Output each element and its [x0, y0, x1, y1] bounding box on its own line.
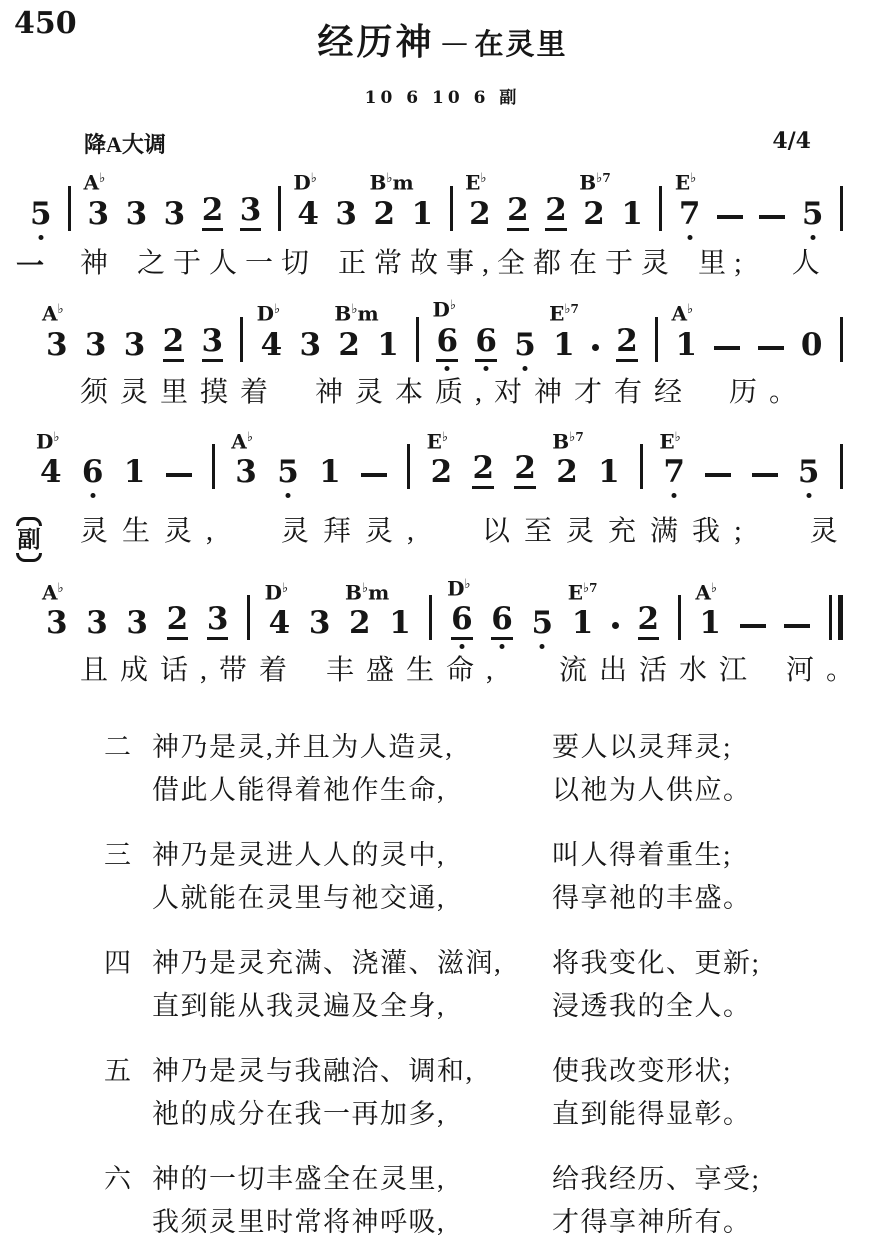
note-digit: 3: [46, 605, 68, 642]
octave-dot: [806, 493, 811, 498]
key-time-row: [84, 128, 811, 159]
verse-right: 给我经历、享受;: [552, 1163, 761, 1194]
verse-right: 浸透我的全人。: [552, 990, 752, 1021]
verse-left: 祂的成分在我一再加多,: [152, 1098, 446, 1129]
verse-right: 直到能得显彰。: [552, 1098, 752, 1129]
music-line: [0, 570, 885, 649]
note: [549, 301, 579, 363]
note: [531, 606, 553, 640]
note-digit: 3: [202, 324, 224, 362]
note: [277, 455, 299, 489]
hymn-subtitle: 在灵里: [474, 29, 568, 61]
note-digit: 1: [377, 326, 399, 363]
verse-mark: 一: [16, 251, 45, 282]
note: [598, 455, 620, 489]
note: [124, 455, 146, 489]
note: [86, 606, 108, 640]
note: [545, 193, 567, 231]
verse-number: 四: [104, 947, 131, 978]
note-digit: 3: [87, 195, 110, 232]
verse-line: [152, 834, 885, 877]
verse-line: [152, 726, 885, 769]
octave-dot: [90, 493, 95, 498]
octave-dot: [540, 644, 545, 649]
octave-dot: [523, 366, 528, 371]
barline: [655, 317, 658, 362]
dash-note: [705, 473, 731, 477]
barline: [659, 186, 662, 231]
note: [334, 301, 379, 363]
octave-dot: [687, 235, 692, 240]
note: [256, 301, 283, 363]
verse: [104, 942, 885, 1028]
verse: [104, 1158, 885, 1244]
note-digit: 4: [268, 605, 291, 642]
note: [231, 429, 257, 491]
note: [389, 606, 411, 640]
note: [412, 197, 434, 231]
dash-note: [361, 473, 387, 477]
chord-label: E♭: [659, 429, 681, 454]
note: [335, 197, 357, 231]
note-digit: 5: [797, 454, 820, 491]
verse-left: 我须灵里时常将神呼吸,: [152, 1206, 446, 1237]
note-digit: 2: [472, 451, 494, 489]
chord-label: A♭: [695, 580, 718, 605]
barline: [278, 186, 281, 231]
note: [377, 328, 399, 362]
note-digit: 2: [638, 602, 660, 640]
chord-label: D♭: [264, 580, 289, 605]
note-digit: 7: [663, 454, 685, 491]
octave-dot: [484, 366, 489, 371]
hymn-title-row: [0, 0, 885, 65]
note: [369, 170, 414, 232]
note: [202, 193, 224, 231]
verse-left: 神乃是灵,并且为人造灵,: [152, 731, 454, 762]
chord-label: A♭: [671, 301, 694, 326]
note-digit: 3: [299, 326, 322, 363]
note-digit: 1: [675, 326, 698, 363]
barline: [212, 444, 215, 489]
note: [202, 324, 224, 362]
note-digit: 2: [583, 195, 605, 232]
barline: [68, 186, 71, 231]
lyric-text: 须灵里摸着 神灵本质,对神才有经 历。: [80, 377, 810, 408]
verse-line: [152, 1201, 885, 1244]
verse-left: 神乃是灵充满、浇灌、滋润,: [152, 947, 503, 978]
verse-right: 才得享神所有。: [552, 1206, 752, 1237]
augmentation-dot: [592, 344, 599, 351]
note: [126, 197, 148, 231]
note: [124, 328, 146, 362]
note-digit: 1: [389, 605, 411, 642]
dash-note: [166, 473, 192, 477]
page-number: 450: [14, 6, 77, 41]
note-digit: 2: [514, 451, 536, 489]
note: [802, 197, 824, 231]
octave-dot: [445, 366, 450, 371]
note: [83, 170, 110, 232]
note-digit: 6: [491, 602, 513, 640]
chord-label: $B^{♭7}$: [552, 429, 584, 454]
verse-right: 以祂为人供应。: [552, 774, 752, 805]
note-digit: 5: [277, 454, 299, 491]
verse: [104, 1050, 885, 1136]
note-digit: 2: [556, 454, 578, 491]
note-digit: 7: [678, 195, 701, 232]
score-line: [0, 292, 885, 419]
note: [85, 328, 107, 362]
verse-right: 要人以灵拜灵;: [552, 731, 733, 762]
note-digit: 3: [125, 195, 148, 232]
note-digit: 5: [514, 326, 536, 363]
barline: [407, 444, 410, 489]
refrain-label: 副: [17, 527, 41, 553]
verse-left: 神乃是灵进人人的灵中,: [152, 839, 446, 870]
note: [345, 580, 390, 642]
chord-label: D♭: [256, 301, 281, 326]
note-digit: 2: [469, 195, 491, 232]
note: [126, 606, 148, 640]
octave-dot: [810, 235, 815, 240]
verse-line: [152, 1093, 885, 1136]
verse: [104, 726, 885, 812]
chord-label: $B^{♭7}$: [579, 170, 611, 195]
octave-dot: [459, 644, 464, 649]
hymn-title: 经历神: [317, 22, 435, 62]
note: [264, 580, 291, 642]
lyric-text: 神 之于人一切 正常故事,全都在于灵 里; 人: [80, 247, 828, 279]
note-digit: 4: [260, 326, 283, 363]
note: [621, 197, 643, 231]
verse-body: [152, 726, 885, 812]
note: [616, 324, 638, 362]
lyric-line: [0, 498, 885, 570]
dash-note: [758, 346, 784, 350]
note-digit: 2: [545, 193, 567, 231]
chord-label: A♭: [231, 429, 253, 454]
note: [514, 451, 536, 489]
note-digit: 0: [800, 326, 823, 363]
note: [695, 580, 721, 642]
note: [671, 301, 698, 363]
note-digit: 1: [123, 454, 146, 491]
note-digit: 1: [319, 454, 341, 491]
note-digit: 3: [126, 605, 148, 642]
barline: [840, 444, 843, 489]
dash-note: [752, 473, 778, 477]
barline: [247, 595, 250, 640]
refrain-mark: [16, 502, 80, 562]
note: [514, 328, 536, 362]
verse-right: 叫人得着重生;: [552, 839, 733, 870]
note: [798, 455, 820, 489]
verse-line: [152, 769, 885, 812]
note-digit: 5: [531, 605, 554, 642]
note: [465, 170, 491, 232]
note-digit: 2: [167, 602, 189, 640]
chord-label: D♭: [293, 170, 317, 195]
verses: [0, 726, 885, 1244]
verse-line: [152, 985, 885, 1028]
note: [801, 328, 823, 362]
note-digit: 3: [235, 454, 257, 491]
note: [475, 324, 497, 362]
note-digit: 2: [507, 193, 529, 231]
note: [293, 170, 319, 232]
note-digit: 3: [308, 605, 331, 642]
verse-line: [152, 1050, 885, 1093]
lyric-line: [0, 240, 885, 292]
note-digit: 6: [451, 602, 473, 640]
note-digit: 3: [240, 193, 262, 231]
chord-label: E♭: [465, 170, 487, 195]
note-digit: 5: [801, 195, 824, 232]
chord-label: A♭: [83, 170, 106, 195]
note-digit: 2: [430, 454, 453, 491]
note-digit: 3: [163, 195, 186, 232]
note: [309, 606, 331, 640]
note-digit: 1: [553, 326, 575, 363]
barline: [240, 317, 243, 362]
note: [207, 602, 229, 640]
dash-note: [740, 624, 766, 628]
bracket-bottom: [16, 553, 42, 562]
verse-left: 神的一切丰盛全在灵里,: [152, 1163, 446, 1194]
chord-label: E♭: [426, 429, 448, 454]
note: [491, 602, 513, 640]
final-barline: [829, 595, 843, 640]
verse-right: 将我变化、更新;: [552, 947, 761, 978]
verse-number: 五: [104, 1055, 131, 1086]
note: [579, 170, 611, 232]
note: [507, 193, 529, 231]
meter-pattern: 10 6 10 6 副: [364, 88, 521, 108]
verse: [104, 834, 885, 920]
note-digit: 2: [202, 193, 224, 231]
verse-line: [152, 877, 885, 920]
score-line: [0, 419, 885, 570]
dash-note: [759, 215, 785, 219]
note: [426, 429, 453, 491]
note-digit: 2: [616, 324, 638, 362]
verse-body: [152, 834, 885, 920]
lyric-line: [0, 371, 885, 419]
verse-number: 二: [104, 731, 131, 762]
lyric-text: 且成话,带着 丰盛生命, 流出活水江 河。: [80, 655, 867, 687]
octave-dot: [672, 493, 677, 498]
note-digit: 4: [40, 454, 62, 491]
chord-label: $E^{♭7}$: [567, 580, 598, 605]
note-digit: 2: [349, 605, 371, 642]
augmentation-dot: [612, 622, 619, 629]
note: [567, 580, 598, 642]
note: [472, 451, 494, 489]
note-digit: 3: [84, 326, 107, 363]
note-digit: 1: [571, 605, 594, 642]
note-digit: 3: [123, 326, 146, 363]
time-signature: 4/4: [772, 128, 811, 154]
note: [432, 297, 459, 362]
dash-note: [717, 215, 743, 219]
note-digit: 2: [338, 326, 360, 363]
score-line: [0, 161, 885, 292]
dash-note: [714, 346, 740, 350]
lyric-line: [0, 649, 885, 697]
note: [164, 197, 186, 231]
chord-label: B♭m: [345, 580, 390, 605]
note-digit: 3: [46, 326, 68, 363]
chord-label: A♭: [42, 580, 64, 605]
barline: [840, 317, 843, 362]
chord-label: E♭: [674, 170, 697, 195]
barline: [640, 444, 643, 489]
dash-note: [784, 624, 810, 628]
note: [42, 580, 68, 642]
chord-label: D♭: [447, 576, 471, 601]
music-line: [0, 419, 885, 498]
title-separator: —: [442, 30, 467, 56]
note: [240, 193, 262, 231]
refrain-bracket: [16, 517, 42, 562]
verse-left: 人就能在灵里与祂交通,: [152, 882, 446, 913]
note: [163, 324, 185, 362]
note: [82, 455, 104, 489]
chord-label: B♭m: [369, 170, 414, 195]
note: [36, 429, 62, 491]
verse-line: [152, 942, 885, 985]
note-digit: 1: [411, 195, 434, 232]
chord-label: D♭: [36, 429, 60, 454]
chord-label: $E^{♭7}$: [549, 301, 579, 326]
score-line: [0, 570, 885, 697]
note: [42, 301, 68, 363]
verse-line: [152, 1158, 885, 1201]
verse-left: 直到能从我灵遍及全身,: [152, 990, 446, 1021]
music-line: [0, 161, 885, 240]
note-digit: 6: [475, 324, 497, 362]
barline: [416, 317, 419, 362]
octave-dot: [38, 235, 43, 240]
note: [552, 429, 584, 491]
verse-number: 三: [104, 839, 131, 870]
barline: [450, 186, 453, 231]
verse-right: 使我改变形状;: [552, 1055, 733, 1086]
note-digit: 2: [373, 195, 396, 232]
score: [0, 161, 885, 698]
note-digit: 3: [207, 602, 229, 640]
octave-dot: [500, 644, 505, 649]
note-digit: 1: [621, 195, 643, 232]
verse-body: [152, 942, 885, 1028]
chord-label: B♭m: [334, 301, 379, 326]
verse-body: [152, 1050, 885, 1136]
verse-left: 神乃是灵与我融洽、调和,: [152, 1055, 474, 1086]
verse-number: 六: [104, 1163, 131, 1194]
note-digit: 1: [598, 454, 620, 491]
note-digit: 4: [297, 195, 319, 232]
chord-label: A♭: [42, 301, 64, 326]
note: [300, 328, 322, 362]
chord-label: D♭: [432, 297, 456, 322]
key-signature: 降A大调: [84, 132, 166, 157]
note-digit: 1: [699, 605, 721, 642]
note-digit: 6: [81, 454, 104, 491]
note-digit: 3: [86, 605, 108, 642]
lyric-text: 灵生灵, 灵拜灵, 以至灵充满我; 灵: [80, 516, 852, 548]
barline: [678, 595, 681, 640]
bracket-top: [16, 517, 42, 526]
note: [447, 576, 473, 640]
barline: [840, 186, 843, 231]
note: [319, 455, 341, 489]
note: [30, 197, 52, 231]
note: [659, 429, 685, 491]
note: [167, 602, 189, 640]
verse-right: 得享祂的丰盛。: [552, 882, 752, 913]
note-digit: 3: [335, 195, 357, 232]
note-digit: 5: [30, 195, 52, 232]
note: [674, 170, 701, 232]
note-digit: 6: [436, 324, 458, 362]
music-line: [0, 292, 885, 371]
note-digit: 2: [163, 324, 185, 362]
verse-left: 借此人能得着祂作生命,: [152, 774, 446, 805]
barline: [429, 595, 432, 640]
verse-body: [152, 1158, 885, 1244]
note: [638, 602, 660, 640]
octave-dot: [285, 493, 290, 498]
